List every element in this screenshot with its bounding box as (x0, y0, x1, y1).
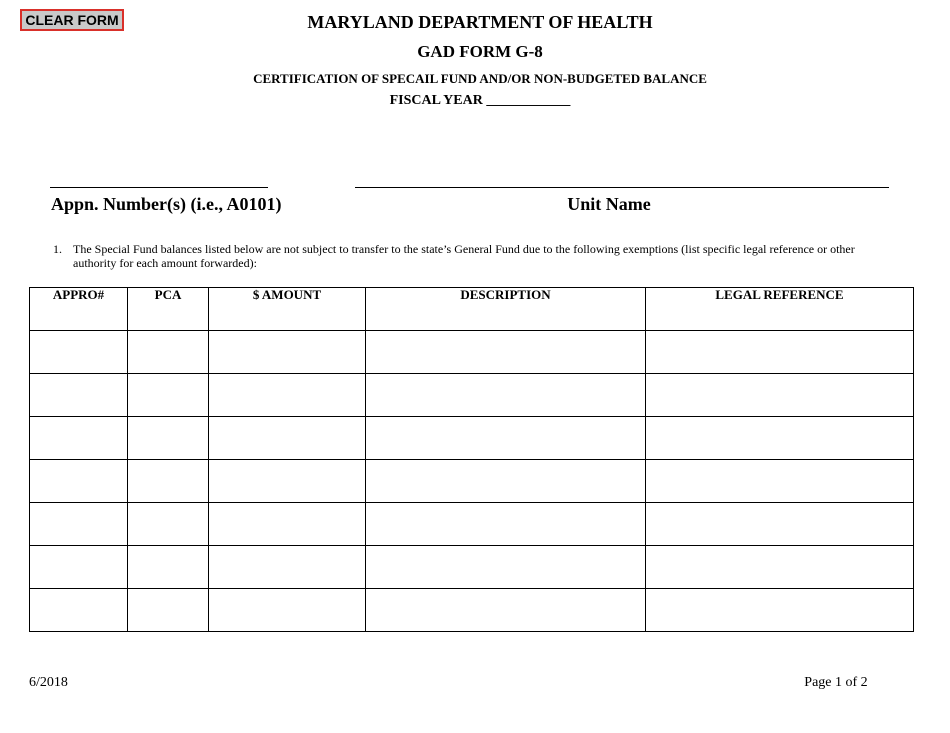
unit-name-input-line[interactable] (355, 187, 889, 188)
form-name: GAD FORM G-8 (417, 42, 543, 61)
cell-legal-reference[interactable] (646, 374, 914, 417)
table-row (30, 546, 914, 589)
cell-amount[interactable] (209, 374, 366, 417)
cell-pca[interactable] (128, 331, 209, 374)
cell-amount[interactable] (209, 503, 366, 546)
cell-description[interactable] (366, 417, 646, 460)
cell-legal-reference[interactable] (646, 331, 914, 374)
table-row (30, 460, 914, 503)
agency-title: MARYLAND DEPARTMENT OF HEALTH (307, 12, 653, 32)
cell-appro[interactable] (30, 417, 128, 460)
fiscal-year-field[interactable]: FISCAL YEAR ____________ (389, 93, 571, 108)
column-header-description: DESCRIPTION (366, 288, 646, 331)
cell-pca[interactable] (128, 374, 209, 417)
cell-appro[interactable] (30, 503, 128, 546)
cell-description[interactable] (366, 374, 646, 417)
table-row (30, 417, 914, 460)
cell-description[interactable] (366, 331, 646, 374)
column-header-appro: APPRO# (30, 288, 128, 331)
cell-legal-reference[interactable] (646, 589, 914, 632)
table-row (30, 374, 914, 417)
clear-form-button[interactable]: CLEAR FORM (20, 9, 124, 31)
revision-date: 6/2018 (29, 675, 68, 690)
cell-amount[interactable] (209, 546, 366, 589)
cell-appro[interactable] (30, 331, 128, 374)
instruction-text: The Special Fund balances listed below are not subject to transfer to the state’s General Fund due to the following exemptions (list specific legal reference or other authority for each amount forwarded): (73, 242, 855, 270)
cell-amount[interactable] (209, 331, 366, 374)
column-header-legal-reference: LEGAL REFERENCE (646, 288, 914, 331)
table-row (30, 589, 914, 632)
cell-description[interactable] (366, 589, 646, 632)
cell-legal-reference[interactable] (646, 460, 914, 503)
cell-description[interactable] (366, 503, 646, 546)
column-header-amount: $ AMOUNT (209, 288, 366, 331)
table-row (30, 331, 914, 374)
cell-description[interactable] (366, 546, 646, 589)
cell-description[interactable] (366, 460, 646, 503)
special-fund-table (29, 287, 914, 632)
cell-amount[interactable] (209, 417, 366, 460)
column-header-pca: PCA (128, 288, 209, 331)
cell-amount[interactable] (209, 589, 366, 632)
cell-pca[interactable] (128, 417, 209, 460)
page-number: Page 1 of 2 (804, 675, 868, 690)
form-subtitle: CERTIFICATION OF SPECAIL FUND AND/OR NON-BUDGETED BALANCE (253, 71, 707, 86)
appn-number-input-line[interactable] (50, 187, 268, 188)
appn-number-label: Appn. Number(s) (i.e., A0101) (51, 194, 282, 214)
cell-legal-reference[interactable] (646, 503, 914, 546)
cell-appro[interactable] (30, 546, 128, 589)
cell-legal-reference[interactable] (646, 417, 914, 460)
cell-pca[interactable] (128, 503, 209, 546)
cell-appro[interactable] (30, 589, 128, 632)
cell-pca[interactable] (128, 546, 209, 589)
cell-appro[interactable] (30, 374, 128, 417)
cell-appro[interactable] (30, 460, 128, 503)
cell-pca[interactable] (128, 460, 209, 503)
cell-pca[interactable] (128, 589, 209, 632)
cell-legal-reference[interactable] (646, 546, 914, 589)
cell-amount[interactable] (209, 460, 366, 503)
unit-name-label: Unit Name (567, 194, 651, 214)
table-header-row (30, 288, 914, 331)
table-row (30, 503, 914, 546)
instruction-number: 1. (53, 242, 62, 256)
